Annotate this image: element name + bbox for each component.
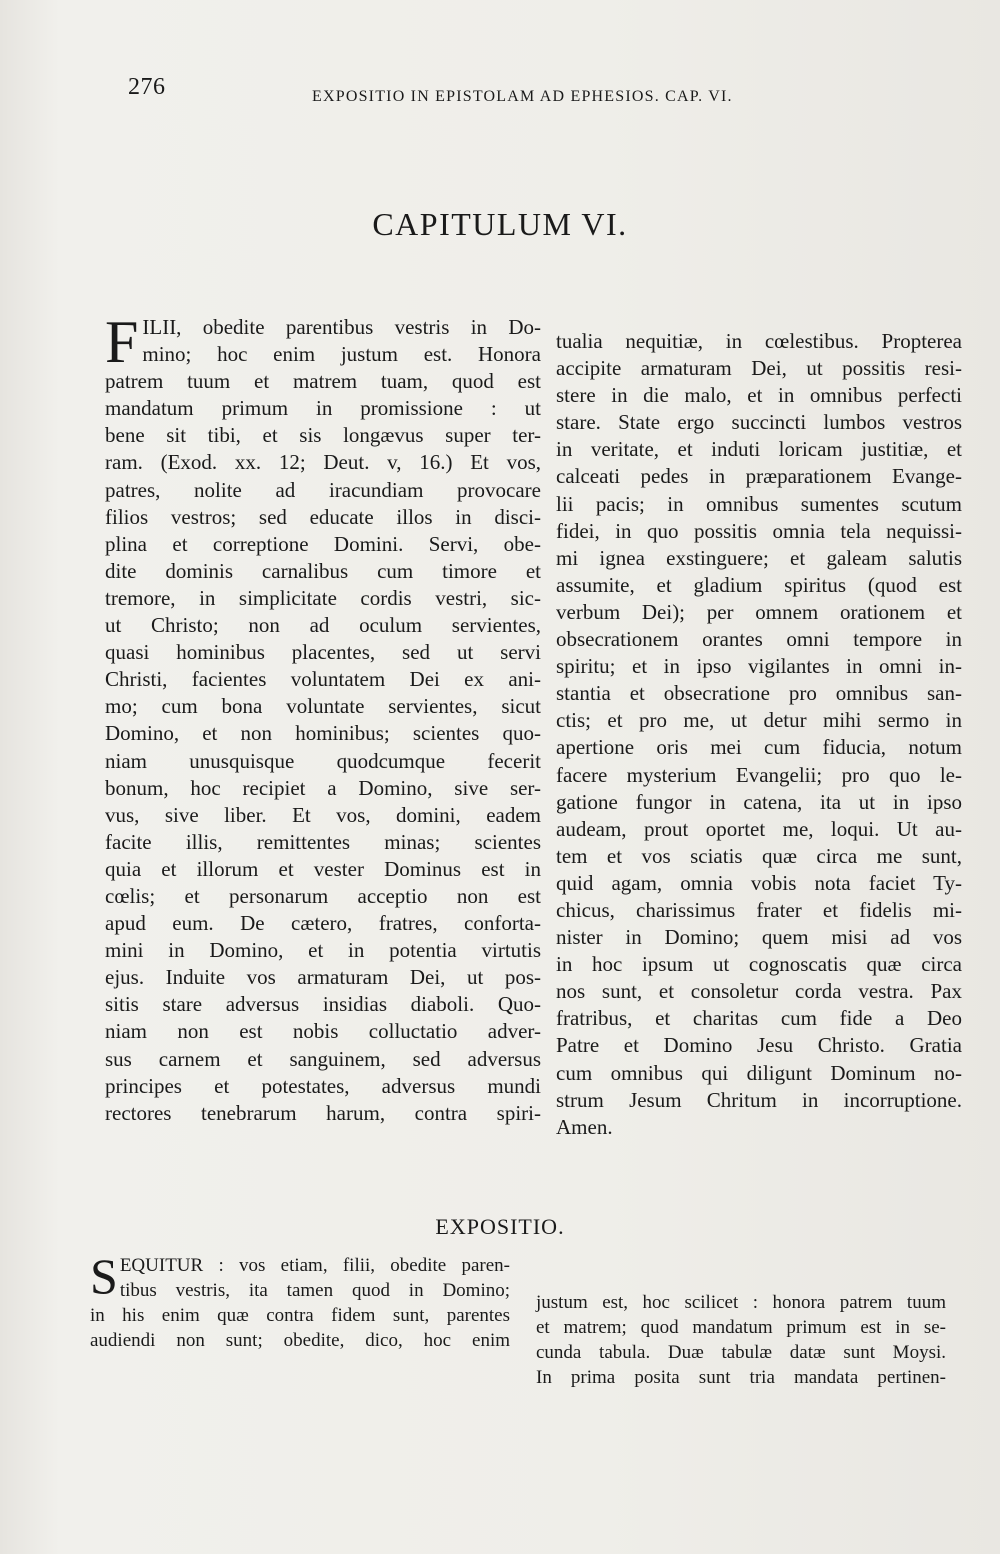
text-line: lii pacis; in omnibus sumentes scutum	[556, 491, 962, 516]
text-line: niam non est nobis colluctatio adver-	[105, 1019, 541, 1044]
text-line: mi ignea exstinguere; et galeam salutis	[556, 545, 962, 570]
running-head: EXPOSITIO IN EPISTOLAM AD EPHESIOS. CAP. VI.	[312, 88, 733, 105]
text-line: Christi, facientes voluntatem Dei ex ani-	[105, 667, 541, 692]
exposition-text-left-column	[90, 1248, 510, 1353]
text-line: mino; hoc enim justum est. Honora	[142, 342, 541, 367]
text-line: audiendi non sunt; obedite, dico, hoc enim	[90, 1330, 510, 1351]
text-line: In prima posita sunt tria mandata pertinen-	[536, 1367, 946, 1388]
text-line: vus, sive liber. Et vos, domini, eadem	[105, 802, 541, 827]
text-line: spiritu; et in ipso vigilantes in omni in-	[556, 654, 962, 679]
text-line: in his enim quæ contra fidem sunt, parentes	[90, 1305, 510, 1326]
text-line: tem et vos sciatis quæ circa me sunt,	[556, 843, 962, 868]
text-line: quid agam, omnia vobis nota faciet Ty-	[556, 870, 962, 895]
text-line: Patre et Domino Jesu Christo. Gratia	[556, 1033, 962, 1058]
text-line: tibus vestris, ita tamen quod in Domino;	[119, 1280, 510, 1301]
text-line: in hoc ipsum ut cognoscatis quæ circa	[556, 952, 962, 977]
text-line: et matrem; quod mandatum primum est in se-	[536, 1317, 946, 1338]
text-line: mo; cum bona voluntate servientes, sicut	[105, 694, 541, 719]
text-line: rectores tenebrarum harum, contra spiri-	[105, 1100, 541, 1125]
chapter-text-right-column	[556, 328, 962, 1141]
text-line: bonum, hoc recipiet a Domino, sive ser-	[105, 775, 541, 800]
text-line: ut Christo; non ad oculum servientes,	[105, 613, 541, 638]
text-line: fidei, in quo possitis omnia tela nequissi-	[556, 518, 962, 543]
text-line: dite dominis carnalibus cum timore et	[105, 558, 541, 583]
exposition-title: EXPOSITIO.	[435, 1214, 565, 1239]
text-line: apertione oris mei cum fiducia, notum	[556, 735, 962, 760]
drop-cap: S	[90, 1248, 118, 1304]
text-line: accipite armaturam Dei, ut possitis resi-	[556, 356, 962, 381]
text-line: EQUITUR : vos etiam, filii, obedite paren-	[119, 1255, 510, 1276]
chapter-left-lines	[105, 309, 541, 1127]
text-line: facere mysterium Evangelii; pro quo le-	[556, 762, 962, 787]
text-line: ejus. Induite vos armaturam Dei, ut pos-	[105, 965, 541, 990]
text-line: Amen.	[556, 1114, 613, 1139]
text-line: audeam, prout oportet me, loqui. Ut au-	[556, 816, 962, 841]
text-line: stantia et obsecratione pro omnibus san-	[556, 681, 962, 706]
chapter-title: CAPITULUM VI.	[372, 206, 628, 242]
text-line: bene sit tibi, et sis longævus super ter-	[105, 423, 541, 448]
text-line: ram. (Exod. xx. 12; Deut. v, 16.) Et vos,	[105, 450, 541, 475]
chapter-text-left-column	[105, 309, 541, 1127]
text-line: quasi hominibus placentes, sed ut servi	[105, 640, 541, 665]
exposition-text-right-column	[536, 1290, 946, 1390]
text-line: strum Jesum Chritum in incorruptione.	[556, 1087, 962, 1112]
text-line: sitis stare adversus insidias diaboli. Quo-	[105, 992, 541, 1017]
text-line: quia et illorum et vester Dominus est in	[105, 856, 541, 881]
text-line: apud eum. De cætero, fratres, conforta-	[105, 911, 541, 936]
text-line: justum est, hoc scilicet : honora patrem tuum	[536, 1292, 946, 1313]
text-line: principes et potestates, adversus mundi	[105, 1073, 541, 1098]
text-line: stere in die malo, et in omnibus perfecti	[556, 383, 962, 408]
text-line: verbum Dei); per omnem orationem et	[556, 599, 962, 624]
text-line: Domino, et non hominibus; scientes quo-	[105, 721, 541, 746]
text-line: ctis; et pro me, ut detur mihi sermo in	[556, 708, 962, 733]
text-line: gatione fungor in catena, ita ut in ipso	[556, 789, 962, 814]
text-line: in veritate, et induti loricam justitiæ, et	[556, 437, 962, 462]
text-line: plina et correptione Domini. Servi, obe-	[105, 531, 541, 556]
text-line: niam unusquisque quodcumque fecerit	[105, 748, 541, 773]
text-line: mandatum primum in promissione : ut	[105, 396, 541, 421]
text-line: stare. State ergo succincti lumbos vestros	[556, 410, 962, 435]
text-line: patres, nolite ad iracundiam provocare	[105, 477, 541, 502]
text-line: sus carnem et sanguinem, sed adversus	[105, 1046, 541, 1071]
chapter-right-lines	[556, 328, 962, 1141]
exposition-right-lines	[536, 1290, 946, 1390]
text-line: cunda tabula. Duæ tabulæ datæ sunt Moysi.	[536, 1342, 946, 1363]
text-line: tualia nequitiæ, in cœlestibus. Propterea	[556, 329, 962, 353]
text-line: ILII, obedite parentibus vestris in Do-	[142, 315, 541, 339]
text-line: cœlis; et personarum acceptio non est	[105, 883, 541, 908]
text-line: filios vestros; sed educate illos in disci-	[105, 504, 541, 529]
text-line: mini in Domino, et in potentia virtutis	[105, 938, 541, 963]
text-line: assumite, et gladium spiritus (quod est	[556, 572, 962, 597]
text-line: chicus, charissimus frater et fidelis mi-	[556, 897, 962, 922]
text-line: cum omnibus qui diligunt Dominum no-	[556, 1060, 962, 1085]
page-number: 276	[128, 74, 166, 100]
text-line: patrem tuum et matrem tuam, quod est	[105, 369, 541, 394]
text-line: nister in Domino; quem misi ad vos	[556, 925, 962, 950]
exposition-left-lines	[90, 1248, 510, 1353]
text-line: tremore, in simplicitate cordis vestri, sic-	[105, 585, 541, 610]
text-line: facite illis, remittentes minas; scientes	[105, 829, 541, 854]
text-line: nos sunt, et consoletur corda vestra. Pax	[556, 979, 962, 1004]
drop-cap: F	[105, 309, 139, 375]
text-line: calceati pedes in præparationem Evange-	[556, 464, 962, 489]
text-line: obsecrationem orantes omni tempore in	[556, 627, 962, 652]
text-line: fratribus, et charitas cum fide a Deo	[556, 1006, 962, 1031]
